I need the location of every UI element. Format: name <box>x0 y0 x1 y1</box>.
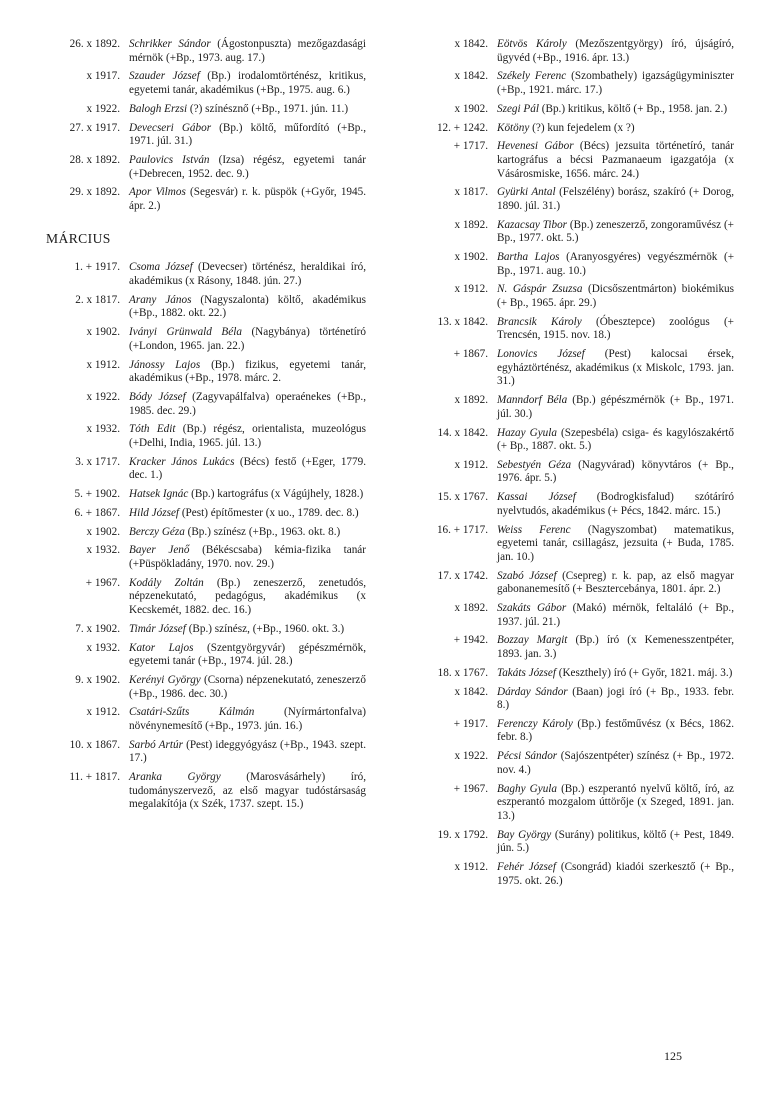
entry-text <box>129 739 366 766</box>
calendar-entry <box>398 783 734 824</box>
person-details: (?) kun fejedelem (x ?) <box>529 121 635 134</box>
entry-date: + 1967. <box>453 782 488 795</box>
calendar-entry <box>398 570 734 597</box>
entry-date: 12. + 1242. <box>436 121 488 134</box>
person-details: (Zagyvapálfalva) operaénekes (+Bp., 1985. dec. 29.) <box>129 390 366 417</box>
person-name: Szegi Pál <box>497 102 539 115</box>
person-details: (Dicsőszentmárton) biokémikus (+ Bp., 1965. ápr. 29.) <box>497 283 734 309</box>
person-name: Kodály Zoltán <box>129 576 204 589</box>
entry-date: x 1912. <box>454 860 488 873</box>
calendar-entry <box>398 38 734 65</box>
entry-text <box>497 219 734 246</box>
entry-text <box>497 186 734 213</box>
entry-text <box>129 706 366 733</box>
calendar-entry <box>398 140 734 181</box>
calendar-entry <box>398 427 734 454</box>
entry-text <box>497 524 734 565</box>
entry-text <box>497 122 734 136</box>
calendar-entry <box>30 706 366 733</box>
calendar-entry <box>398 829 734 856</box>
entry-text <box>497 427 734 454</box>
entry-date: 7. x 1902. <box>75 622 120 635</box>
calendar-entry <box>30 544 366 571</box>
entry-text <box>129 423 366 450</box>
person-name: Brancsik Károly <box>497 315 582 328</box>
person-details: (Szepesbéla) csiga- és kagylószakértő (+ Bp., 1887. okt. 5.) <box>497 426 734 453</box>
person-name: N. Gáspár Zsuzsa <box>497 283 583 296</box>
person-details: (Bécs) jezsuita történetíró, tanár kartográfus a bécsi Pazmanaeum igazgatója (x Vásárosmiske, 1656. márc. 24.) <box>497 140 734 180</box>
person-name: Arany János <box>129 293 192 306</box>
entry-text <box>129 359 366 386</box>
person-details: (Sajószentpéter) színész (+ Bp., 1972. nov. 4.) <box>497 750 734 776</box>
person-name: Kötöny <box>497 121 530 134</box>
calendar-entry <box>398 718 734 745</box>
person-details: (Keszthely) író (+ Győr, 1821. máj. 3.) <box>555 666 733 679</box>
calendar-entry <box>30 391 366 418</box>
person-name: Jánossy Lajos <box>129 358 201 371</box>
entry-text <box>129 38 366 65</box>
person-name: Timár József <box>129 622 186 635</box>
entry-text <box>497 70 734 97</box>
person-details: (Bp.) eszperantó nyelvű költő, író, az eszperantó mozgalom úttörője (x Szeged, 1891. jan. 13.) <box>497 782 734 822</box>
person-details: (Nagyszalonta) költő, akadémikus (+Bp., 1882. okt. 22.) <box>129 293 366 320</box>
person-name: Bódy József <box>129 390 186 403</box>
february-entries <box>30 38 366 213</box>
person-name: Kerényi György <box>129 673 201 686</box>
person-details: (Nyírmártonfalva) növénynemesítő (+Bp., 1973. jún. 16.) <box>129 706 366 732</box>
entry-date: 14. x 1842. <box>437 426 488 439</box>
person-name: Bozzay Margit <box>497 634 568 647</box>
person-details: (Devecser) történész, heraldikai író, akadémikus (x Rásony, 1848. jún. 27.) <box>129 261 366 288</box>
entry-text <box>129 391 366 418</box>
person-details: (Nagyvárad) könyvtáros (+ Bp., 1976. ápr. 5.) <box>497 458 734 485</box>
entry-date: + 1717. <box>453 140 488 153</box>
person-name: Eötvös Károly <box>497 38 567 50</box>
entry-date: + 1917. <box>453 717 488 730</box>
calendar-entry <box>30 577 366 618</box>
calendar-entry <box>30 261 366 288</box>
person-details: (Bp.) író (x Kemenesszentpéter, 1893. jan. 3.) <box>497 634 735 660</box>
person-name: Weiss Ferenc <box>497 523 571 536</box>
person-name: Devecseri Gábor <box>129 121 212 134</box>
entry-date: x 1902. <box>86 326 120 339</box>
person-name: Kator Lajos <box>129 641 194 654</box>
entry-text <box>497 750 734 777</box>
person-name: Lonovics József <box>497 348 585 361</box>
calendar-entry <box>30 423 366 450</box>
entry-date: x 1912. <box>86 358 120 371</box>
entry-text <box>497 459 734 486</box>
person-details: (Szentgyörgyvár) gépészmérnök, egyetemi tanár (+Bp., 1974. júl. 28.) <box>129 641 367 668</box>
entry-date: 28. x 1892. <box>69 153 120 166</box>
person-details: (Surány) politikus, költő (+ Pest, 1849. jún. 5.) <box>497 828 734 855</box>
person-name: Bay György <box>497 828 552 841</box>
person-details: (Bp.) fizikus, egyetemi tanár, akadémikus (+Bp., 1978. márc. 2. <box>129 358 366 385</box>
entry-date: 18. x 1767. <box>437 666 488 679</box>
calendar-entry <box>30 186 366 213</box>
person-details: (Csorna) népzenekutató, zeneszerző (+Bp., 1986. dec. 30.) <box>129 673 366 700</box>
entry-date: x 1932. <box>86 641 120 654</box>
person-name: Székely Ferenc <box>497 70 567 83</box>
entry-text <box>497 491 734 518</box>
entry-date: 1. + 1917. <box>74 261 120 274</box>
calendar-entry <box>30 359 366 386</box>
entry-date: x 1922. <box>454 750 488 763</box>
entry-date: x 1932. <box>86 423 120 436</box>
person-name: Kracker János Lukács <box>129 455 235 468</box>
calendar-entry <box>398 667 734 681</box>
person-name: Manndorf Béla <box>497 394 568 407</box>
page-number: 125 <box>664 1049 682 1063</box>
entry-text <box>129 544 366 571</box>
entry-date: 9. x 1902. <box>75 673 120 686</box>
entry-date: + 1867. <box>453 348 488 361</box>
entry-text <box>129 642 366 669</box>
person-name: Fehér József <box>497 860 556 873</box>
entry-text <box>497 686 734 713</box>
person-name: Hevenesi Gábor <box>497 140 574 153</box>
calendar-entry <box>30 38 366 65</box>
person-name: Sebestyén Géza <box>497 458 572 471</box>
entry-date: 19. x 1792. <box>437 828 488 841</box>
entry-text <box>497 348 734 389</box>
calendar-entry <box>398 219 734 246</box>
calendar-entry <box>30 294 366 321</box>
person-details: (Nagyszombat) matematikus, egyetemi tanár, csillagász, jezsuita (+ Buda, 1785. jan. 10.) <box>497 523 734 563</box>
calendar-entry <box>398 602 734 629</box>
person-details: (Bodrogkisfalud) szótáríró nyelvtudós, akadémikus (+ Pécs, 1842. márc. 15.) <box>497 491 734 517</box>
entry-date: 29. x 1892. <box>69 186 120 199</box>
person-details: (Bp.) zeneszerző, zongoraművész (+ Bp., 1977. okt. 5.) <box>497 218 734 245</box>
entry-date: x 1902. <box>454 102 488 115</box>
person-name: Paulovics István <box>129 153 210 166</box>
entry-text <box>129 326 366 353</box>
calendar-entry <box>30 623 366 637</box>
entry-date: x 1817. <box>454 186 488 199</box>
person-details: (Aranyosgyéres) vegyészmérnök (+ Bp., 1971. aug. 10.) <box>497 251 734 277</box>
left-column <box>30 38 366 817</box>
entry-text <box>129 526 366 540</box>
entry-text <box>129 261 366 288</box>
calendar-entry <box>30 739 366 766</box>
entry-text <box>497 251 734 278</box>
entry-date: 5. + 1902. <box>74 488 120 501</box>
calendar-entry <box>398 459 734 486</box>
calendar-entry <box>398 70 734 97</box>
entry-date: x 1932. <box>86 544 120 557</box>
entry-date: 6. + 1867. <box>74 506 120 519</box>
person-name: Schrikker Sándor <box>129 38 211 50</box>
entry-text <box>129 577 366 618</box>
entry-text <box>497 634 734 661</box>
person-details: (Segesvár) r. k. püspök (+Győr, 1945. ápr. 2.) <box>129 186 366 212</box>
person-details: (Makó) mérnök, feltaláló (+ Bp., 1937. júl. 21.) <box>497 601 734 628</box>
calendar-entry <box>398 283 734 310</box>
entry-date: x 1842. <box>454 685 488 698</box>
person-name: Szauder József <box>129 70 200 83</box>
person-name: Balogh Erzsi <box>129 102 188 115</box>
entry-date: x 1917. <box>86 70 120 83</box>
calendar-entry <box>398 394 734 421</box>
entry-text <box>129 103 366 117</box>
person-name: Szabó József <box>497 569 557 582</box>
entry-date: 11. + 1817. <box>69 771 120 784</box>
calendar-entry <box>30 507 366 521</box>
entry-text <box>129 294 366 321</box>
entry-date: x 1892. <box>454 394 488 407</box>
calendar-entry <box>398 491 734 518</box>
march-entries <box>30 261 366 811</box>
entry-text <box>497 861 734 888</box>
person-details: (Mezőszentgyörgy) író, újságíró, ügyvéd (+Bp., 1916. ápr. 13.) <box>497 38 734 64</box>
entry-date: x 1842. <box>454 70 488 83</box>
person-details: (Baan) jogi író (+ Bp., 1933. febr. 8.) <box>497 685 734 712</box>
person-details: (Bp.) költő, műfordító (+Bp., 1971. júl. 31.) <box>129 121 366 148</box>
person-name: Csoma József <box>129 261 193 274</box>
calendar-entry <box>30 103 366 117</box>
person-details: (Bp.) gépészmérnök (+ Bp., 1971. júl. 30.) <box>497 394 734 420</box>
calendar-entry <box>30 771 366 812</box>
calendar-entry <box>30 674 366 701</box>
person-details: (Felszélény) borász, szakíró (+ Dorog, 1890. júl. 31.) <box>497 186 735 212</box>
person-details: (Bp.) régész, orientalista, muzeológus (+Delhi, India, 1965. júl. 13.) <box>129 423 366 449</box>
person-details: (Bp.) kritikus, költő (+ Bp., 1958. jan. 2.) <box>538 102 728 115</box>
right-column <box>398 38 734 893</box>
person-name: Gyürki Antal <box>497 186 556 199</box>
entry-date: 15. x 1767. <box>437 491 488 504</box>
calendar-entry <box>398 861 734 888</box>
person-name: Kassai József <box>497 491 576 504</box>
entry-date: x 1842. <box>454 38 488 50</box>
person-details: (Bp.) színész, (+Bp., 1960. okt. 3.) <box>185 622 345 635</box>
person-details: (Bécs) festő (+Eger, 1779. dec. 1.) <box>129 455 366 482</box>
person-details: (Izsa) régész, egyetemi tanár (+Debrecen, 1952. dec. 9.) <box>129 153 366 180</box>
person-details: (?) színésznő (+Bp., 1971. jún. 11.) <box>187 102 349 115</box>
entry-text <box>129 122 366 149</box>
entry-date: x 1912. <box>86 706 120 719</box>
month-heading: MÁRCIUS <box>46 231 111 247</box>
entry-text <box>129 771 366 812</box>
entry-text <box>129 456 366 483</box>
calendar-entry <box>30 488 366 502</box>
entry-text <box>129 70 366 97</box>
person-name: Iványi Grünwald Béla <box>129 326 242 339</box>
entry-date: x 1912. <box>454 283 488 296</box>
calendar-entry <box>30 70 366 97</box>
person-details: (Marosvásárhely) író, tudományszervező, az első magyar tudóstársaság megalakítója (x Szék, 1737. szept. 15.) <box>129 771 366 811</box>
person-name: Bartha Lajos <box>497 251 560 264</box>
entry-text <box>497 394 734 421</box>
person-details: (Pest) kalocsai érsek, egyháztörténész, akadémikus (x Miskolc, 1793. jan. 31.) <box>497 348 734 388</box>
person-details: (Bp.) festőművész (x Bécs, 1862. febr. 8.) <box>497 717 734 744</box>
entry-date: x 1892. <box>454 601 488 614</box>
entry-date: x 1892. <box>454 218 488 231</box>
entry-date: 3. x 1717. <box>75 455 120 468</box>
entry-date: + 1967. <box>85 576 120 589</box>
calendar-entry <box>30 456 366 483</box>
calendar-entry <box>398 122 734 136</box>
calendar-entry <box>30 642 366 669</box>
person-details: (Pest) ideggyógyász (+Bp., 1943. szept. 17.) <box>129 738 366 765</box>
entry-text <box>497 283 734 310</box>
calendar-entry <box>30 326 366 353</box>
entry-date: 27. x 1917. <box>69 121 120 134</box>
entry-text <box>497 602 734 629</box>
person-name: Szakáts Gábor <box>497 601 567 614</box>
entry-date: x 1922. <box>86 390 120 403</box>
person-details: (Nagybánya) történetíró (+London, 1965. jan. 22.) <box>129 326 366 352</box>
person-name: Tóth Edit <box>129 423 176 436</box>
entry-date: 17. x 1742. <box>437 569 488 582</box>
calendar-entry <box>398 103 734 117</box>
calendar-entry <box>398 686 734 713</box>
person-name: Pécsi Sándor <box>497 750 558 763</box>
entry-text <box>129 507 366 521</box>
calendar-entry <box>30 154 366 181</box>
person-name: Sarbó Artúr <box>129 738 183 751</box>
entry-text <box>129 186 366 213</box>
entry-text <box>497 140 734 181</box>
person-details: (Bp.) kartográfus (x Vágújhely, 1828.) <box>188 488 364 501</box>
entry-date: x 1922. <box>86 102 120 115</box>
entry-text <box>129 488 366 502</box>
entry-text <box>129 154 366 181</box>
entry-text <box>497 829 734 856</box>
calendar-entry <box>398 348 734 389</box>
calendar-entry <box>30 122 366 149</box>
calendar-entry <box>398 251 734 278</box>
person-details: (Ágostonpuszta) mezőgazdasági mérnök (+Bp., 1973. aug. 17.) <box>129 38 366 64</box>
entry-date: x 1902. <box>454 251 488 264</box>
entry-date: 26. x 1892. <box>69 38 120 50</box>
entry-date: 2. x 1817. <box>75 293 120 306</box>
person-details: (Pest) építőmester (x uo., 1789. dec. 8.) <box>179 506 359 519</box>
person-details: (Óbesztерce) zoológus (+ Trencsén, 1915. nov. 18.) <box>497 315 734 342</box>
person-name: Hatsek Ignác <box>129 488 189 501</box>
entry-text <box>497 718 734 745</box>
person-details: (Bp.) irodalomtörténész, kritikus, egyetemi tanár, akadémikus (+Bp., 1975. aug. 6.) <box>129 70 366 96</box>
calendar-entry <box>398 186 734 213</box>
person-name: Csatári-Szűts Kálmán <box>129 706 255 719</box>
person-name: Apor Vilmos <box>129 186 186 199</box>
entry-date: + 1942. <box>453 634 488 647</box>
person-details: (Békéscsaba) kémia-fizika tanár (+Püspökladány, 1970. nov. 29.) <box>129 544 366 571</box>
person-name: Berczy Géza <box>129 525 185 538</box>
calendar-entry <box>398 750 734 777</box>
person-name: Ferenczy Károly <box>497 717 573 730</box>
entry-text <box>497 316 734 343</box>
person-name: Aranka György <box>129 771 221 784</box>
entry-date: 16. + 1717. <box>436 523 488 536</box>
person-details: (Bp.) színész (+Bp., 1963. okt. 8.) <box>184 525 341 538</box>
person-name: Hazay Gyula <box>497 426 557 439</box>
person-details: (Bp.) zeneszerző, zenetudós, népzenekutató, pedagógus, akadémikus (x Kecskemét, 1882. dec. 16.) <box>129 576 366 616</box>
entry-text <box>497 783 734 824</box>
person-name: Dárday Sándor <box>497 685 568 698</box>
entry-text <box>497 667 734 681</box>
entry-date: 13. x 1842. <box>437 315 488 328</box>
entry-text <box>497 38 734 65</box>
person-name: Kazacsay Tibor <box>497 218 568 231</box>
calendar-entry <box>30 526 366 540</box>
person-name: Bayer Jenő <box>129 544 190 557</box>
calendar-entry <box>398 634 734 661</box>
calendar-entry <box>398 524 734 565</box>
entry-text <box>497 570 734 597</box>
person-name: Takáts József <box>497 666 556 679</box>
entry-date: x 1912. <box>454 458 488 471</box>
person-details: (Csepreg) r. k. pap, az első magyar gabonanemesítő (+ Besztercebánya, 1801. ápr. 2.) <box>497 569 734 596</box>
person-details: (Csongrád) kiadói szerkesztő (+ Bp., 1975. okt. 26.) <box>497 860 734 887</box>
entry-text <box>497 103 734 117</box>
entry-text <box>129 623 366 637</box>
entry-date: x 1902. <box>86 525 120 538</box>
person-name: Hild József <box>129 506 180 519</box>
entry-text <box>129 674 366 701</box>
person-name: Baghy Gyula <box>497 782 557 795</box>
person-details: (Szombathely) igazságügyminiszter (+Bp., 1921. márc. 17.) <box>497 70 734 96</box>
calendar-entry <box>398 316 734 343</box>
entry-date: 10. x 1867. <box>69 738 120 751</box>
